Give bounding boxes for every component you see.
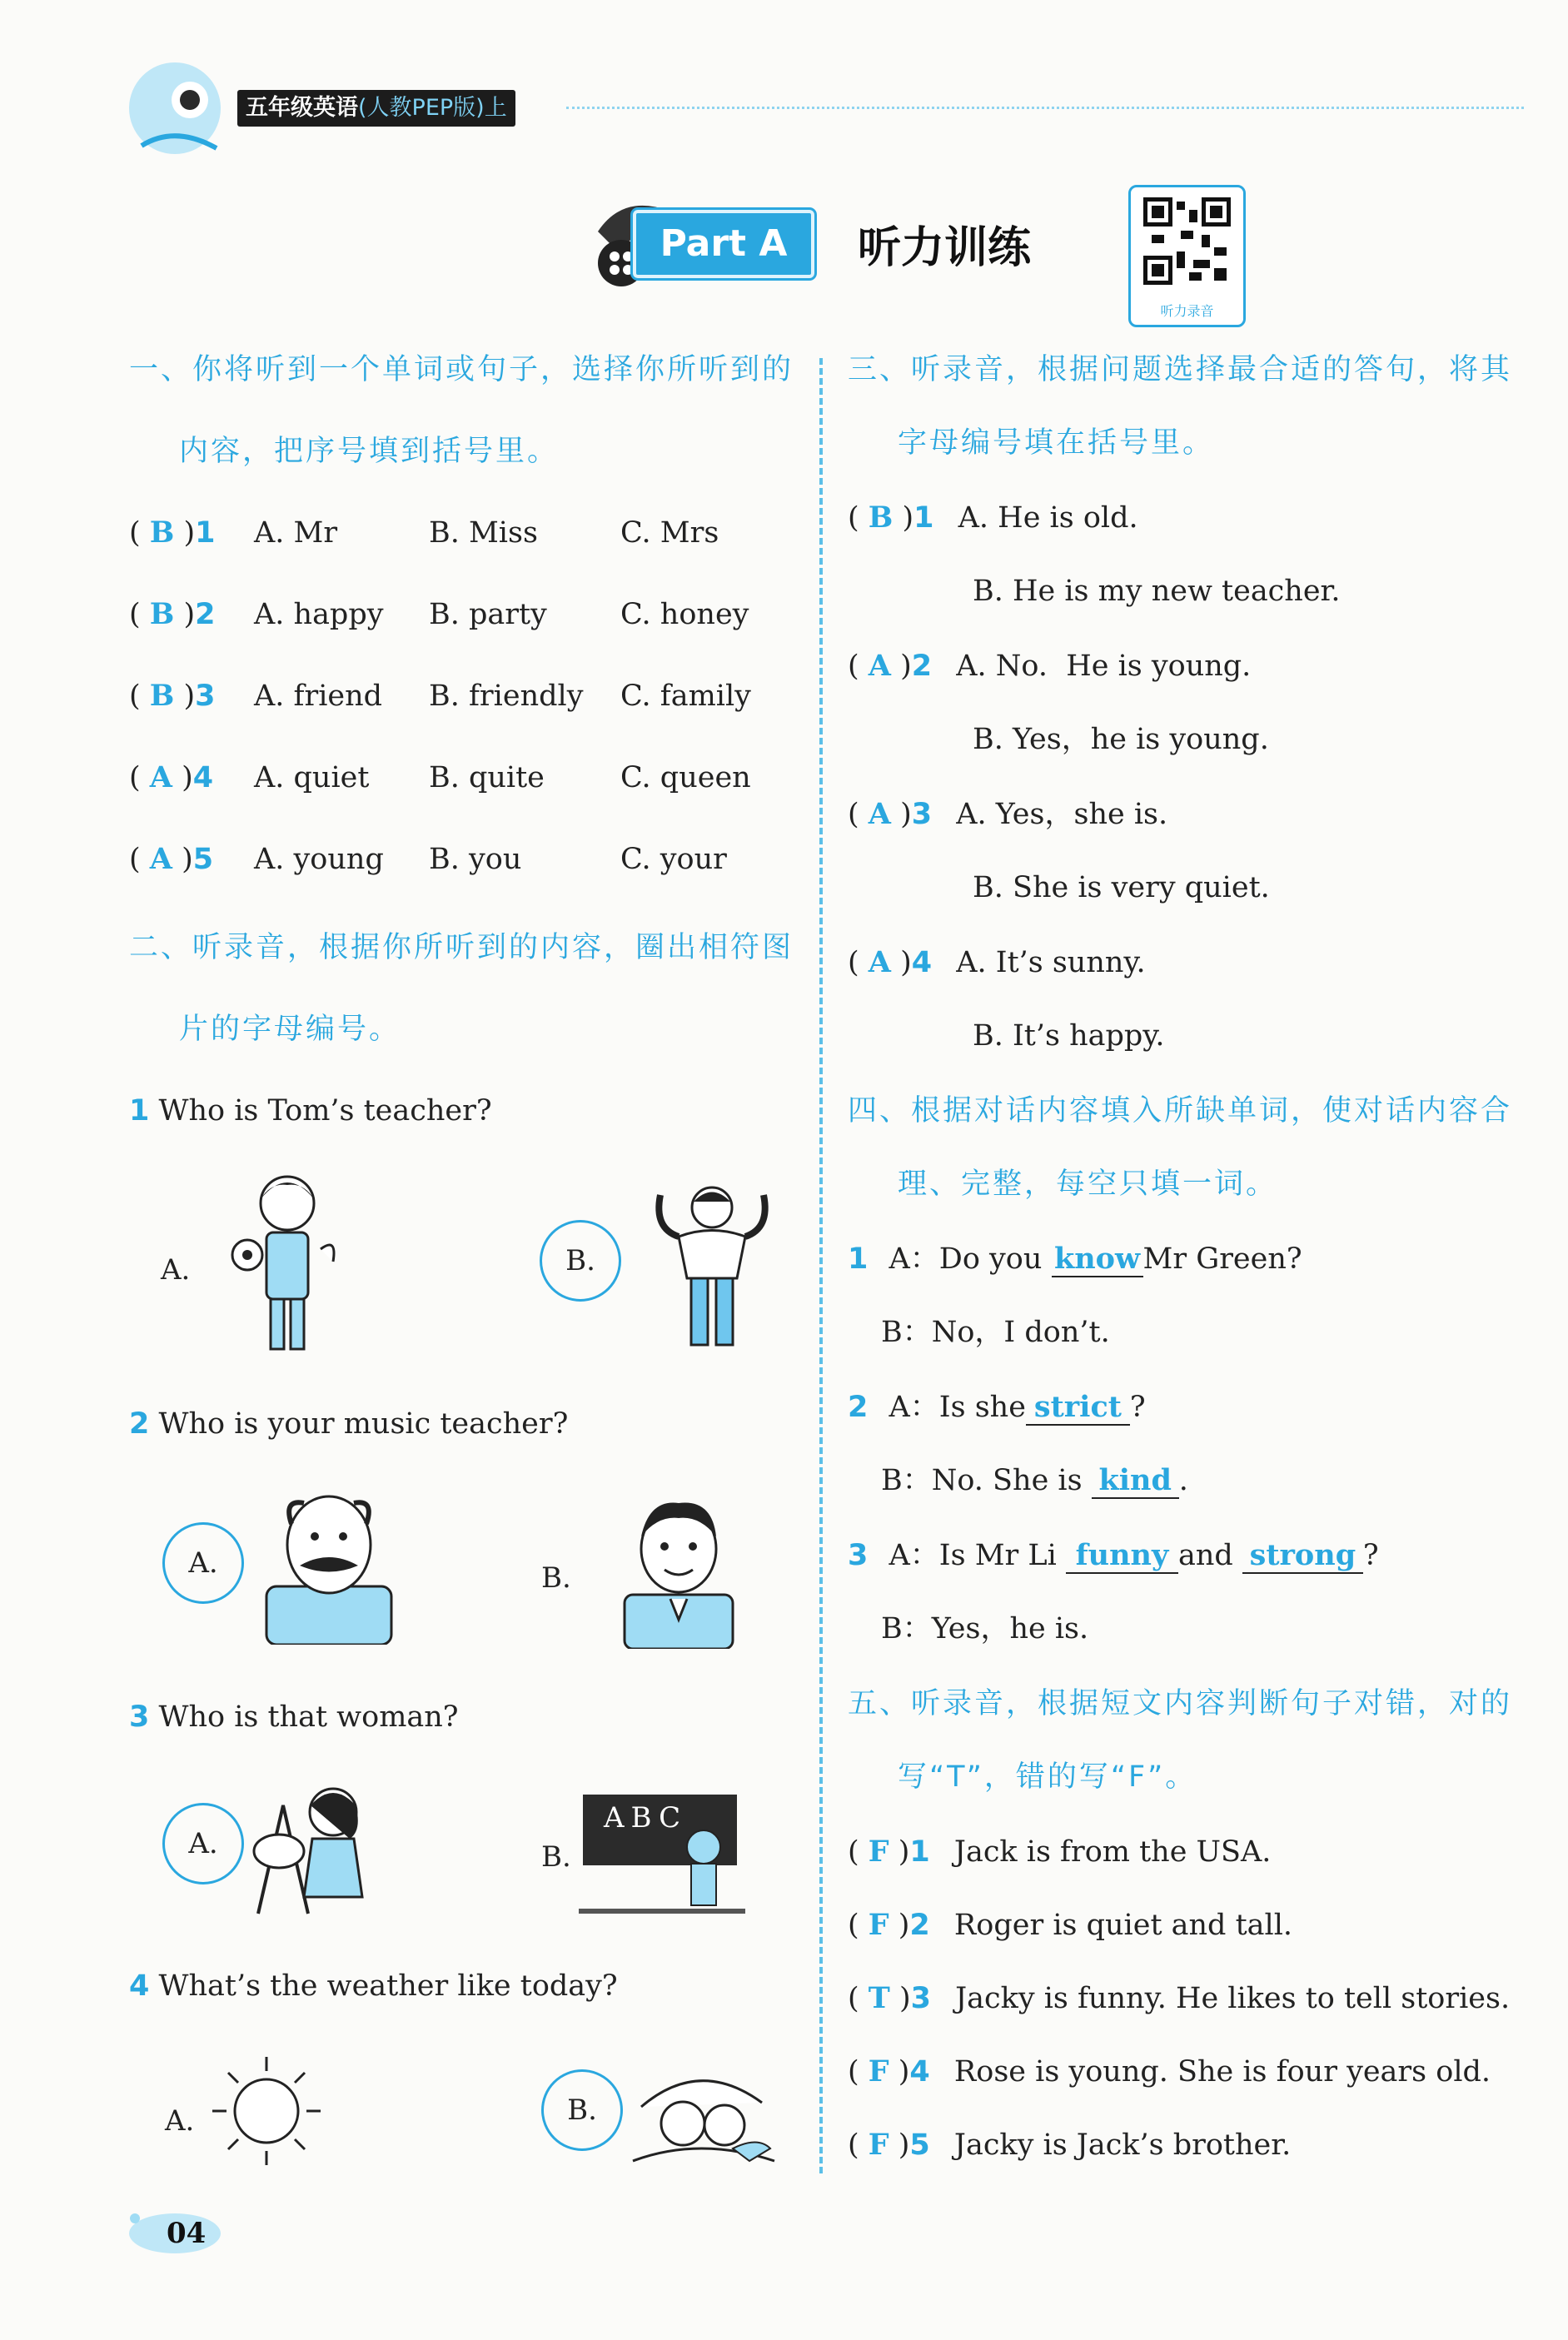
dialogue-1-b: B：No，I don’t.: [881, 1316, 1110, 1349]
section5-title-line2: 写“T”，错的写“F”。: [898, 1760, 1197, 1794]
blank-input[interactable]: kind: [1092, 1464, 1179, 1499]
question-1: 1 Who is Tom’s teacher?: [129, 1094, 492, 1128]
option-b: B. you: [429, 843, 522, 876]
option-a-label: A.: [161, 1253, 191, 1287]
option-a: A. friend: [254, 680, 383, 713]
question-2: 2 Who is your music teacher?: [129, 1407, 569, 1441]
kids-under-umbrella-icon: [625, 2057, 779, 2169]
qr-code[interactable]: [1128, 185, 1246, 327]
part-title: 听力训练: [858, 223, 1032, 273]
list-item: ( B )3 A. friend B. friendly C. family: [129, 679, 751, 713]
answer: A: [149, 842, 172, 876]
answer: A: [149, 760, 172, 794]
section2-title-line2: 片的字母编号。: [179, 1013, 401, 1046]
blackboard-text: ABC: [604, 1801, 688, 1835]
column-divider: [819, 358, 823, 2173]
list-item: ( F )4 Rose is young. She is four years old.: [848, 2054, 1491, 2089]
answer: F: [868, 1908, 889, 1942]
option-a: A. young: [254, 843, 384, 876]
qr-label: 听力录音: [1160, 303, 1214, 319]
list-item: ( B )2 A. happy B. party C. honey: [129, 597, 749, 631]
header-mascot-icon: [125, 50, 233, 158]
list-item: ( A )5 A. young B. you C. your: [129, 842, 727, 876]
option-b: B. quite: [429, 761, 545, 794]
option-a: A. Mr: [254, 516, 338, 550]
section4-title-line2: 理、完整，每空只填一词。: [898, 1168, 1278, 1201]
list-item: ( T )3 Jacky is funny. He likes to tell stories.: [848, 1981, 1511, 2015]
option-b: B. party: [429, 598, 547, 631]
section5-title-line1: 五、听录音，根据短文内容判断句子对错，对的: [848, 1687, 1513, 1720]
option-b: B. friendly: [429, 680, 584, 713]
option-b: B. He is my new teacher.: [973, 575, 1341, 608]
question-3: 3 Who is that woman?: [129, 1700, 459, 1734]
page-number: 04: [167, 2217, 207, 2250]
boy-with-ball-icon: [229, 1170, 354, 1357]
list-item: ( A )4 A. quiet B. quite C. queen: [129, 760, 751, 794]
option-c: C. your: [620, 843, 727, 876]
list-item: ( B )1 A. He is old.: [848, 500, 1138, 535]
option-b: B. Yes，he is young.: [973, 723, 1269, 756]
option-b-label: B.: [541, 1561, 571, 1595]
option-b: B. It’s happy.: [973, 1019, 1165, 1053]
blank-input[interactable]: funny: [1066, 1539, 1178, 1574]
option-c: C. Mrs: [620, 516, 719, 550]
option-a: A. happy: [254, 598, 384, 631]
option-b-circled[interactable]: B.: [541, 2069, 623, 2151]
answer: B: [149, 679, 175, 713]
blank-input[interactable]: know: [1052, 1242, 1143, 1277]
option-a: A. He is old.: [958, 501, 1138, 535]
dialogue-2-a: 2 A：Is she strict ?: [848, 1390, 1146, 1424]
list-item: ( A )3 A. Yes，she is.: [848, 797, 1168, 831]
option-a: A. It’s sunny.: [956, 946, 1146, 979]
book-title: 五年级英语(人教PEP版)上: [237, 90, 515, 127]
option-a: A. No. He is young.: [956, 650, 1252, 683]
list-item: ( A )2 A. No. He is young.: [848, 649, 1252, 683]
section1-title-line2: 内容，把序号填到括号里。: [179, 435, 560, 468]
answer: B: [868, 500, 894, 535]
dialogue-2-b: B：No. She is kind .: [881, 1463, 1188, 1497]
answer: F: [868, 2054, 889, 2089]
list-item: ( F )2 Roger is quiet and tall.: [848, 1908, 1293, 1942]
option-c: C. honey: [620, 598, 749, 631]
option-b-circled[interactable]: B.: [540, 1220, 621, 1302]
book-edition: (人教PEP版)上: [358, 95, 507, 121]
question-4: 4 What’s the weather like today?: [129, 1969, 618, 2003]
answer: F: [868, 1835, 889, 1869]
option-c: C. queen: [620, 761, 751, 794]
option-a: A. Yes，she is.: [956, 798, 1168, 831]
option-a-circled[interactable]: A.: [162, 1522, 244, 1604]
dialogue-1-a: 1 A：Do you knowMr Green?: [848, 1242, 1302, 1276]
answer: B: [149, 597, 175, 631]
list-item: ( F )5 Jacky is Jack’s brother.: [848, 2128, 1292, 2162]
qr-code-icon: [1143, 197, 1231, 285]
option-b-label: B.: [541, 1840, 571, 1874]
answer: A: [868, 649, 891, 683]
young-man-icon: [616, 1495, 741, 1649]
girl-painting-icon: [246, 1772, 375, 1922]
answer: A: [868, 797, 891, 831]
option-a: A. quiet: [254, 761, 370, 794]
blank-input[interactable]: strong: [1242, 1539, 1363, 1574]
dialogue-3-b: B：Yes，he is.: [881, 1612, 1089, 1645]
section3-title-line2: 字母编号填在括号里。: [898, 426, 1215, 460]
sun-icon: [208, 2053, 325, 2169]
answer: B: [149, 515, 175, 550]
answer: T: [868, 1981, 890, 2015]
strong-man-icon: [645, 1178, 779, 1353]
option-b: B. She is very quiet.: [973, 871, 1270, 904]
dialogue-3-a: 3 A：Is Mr Li funny and strong ?: [848, 1538, 1379, 1572]
section1-title-line1: 一、你将听到一个单词或句子，选择你所听到的: [129, 353, 794, 386]
section4-title-line1: 四、根据对话内容填入所缺单词，使对话内容合: [848, 1094, 1513, 1128]
option-c: C. family: [620, 680, 751, 713]
answer: A: [868, 945, 891, 979]
part-badge: Part A: [633, 210, 814, 278]
list-item: ( F )1 Jack is from the USA.: [848, 1835, 1272, 1869]
answer: F: [868, 2128, 889, 2162]
old-man-with-moustache-icon: [258, 1491, 400, 1645]
option-a-label: A.: [165, 2104, 195, 2138]
blank-input[interactable]: strict: [1026, 1391, 1130, 1426]
option-b: B. Miss: [429, 516, 538, 550]
section3-title-line1: 三、听录音，根据问题选择最合适的答句，将其: [848, 353, 1513, 386]
header-dotted-line: [566, 107, 1524, 109]
list-item: ( A )4 A. It’s sunny.: [848, 945, 1146, 979]
option-a-circled[interactable]: A.: [162, 1803, 244, 1884]
list-item: ( B )1 A. Mr B. Miss C. Mrs: [129, 515, 719, 550]
section2-title-line1: 二、听录音，根据你所听到的内容，圈出相符图: [129, 931, 794, 964]
